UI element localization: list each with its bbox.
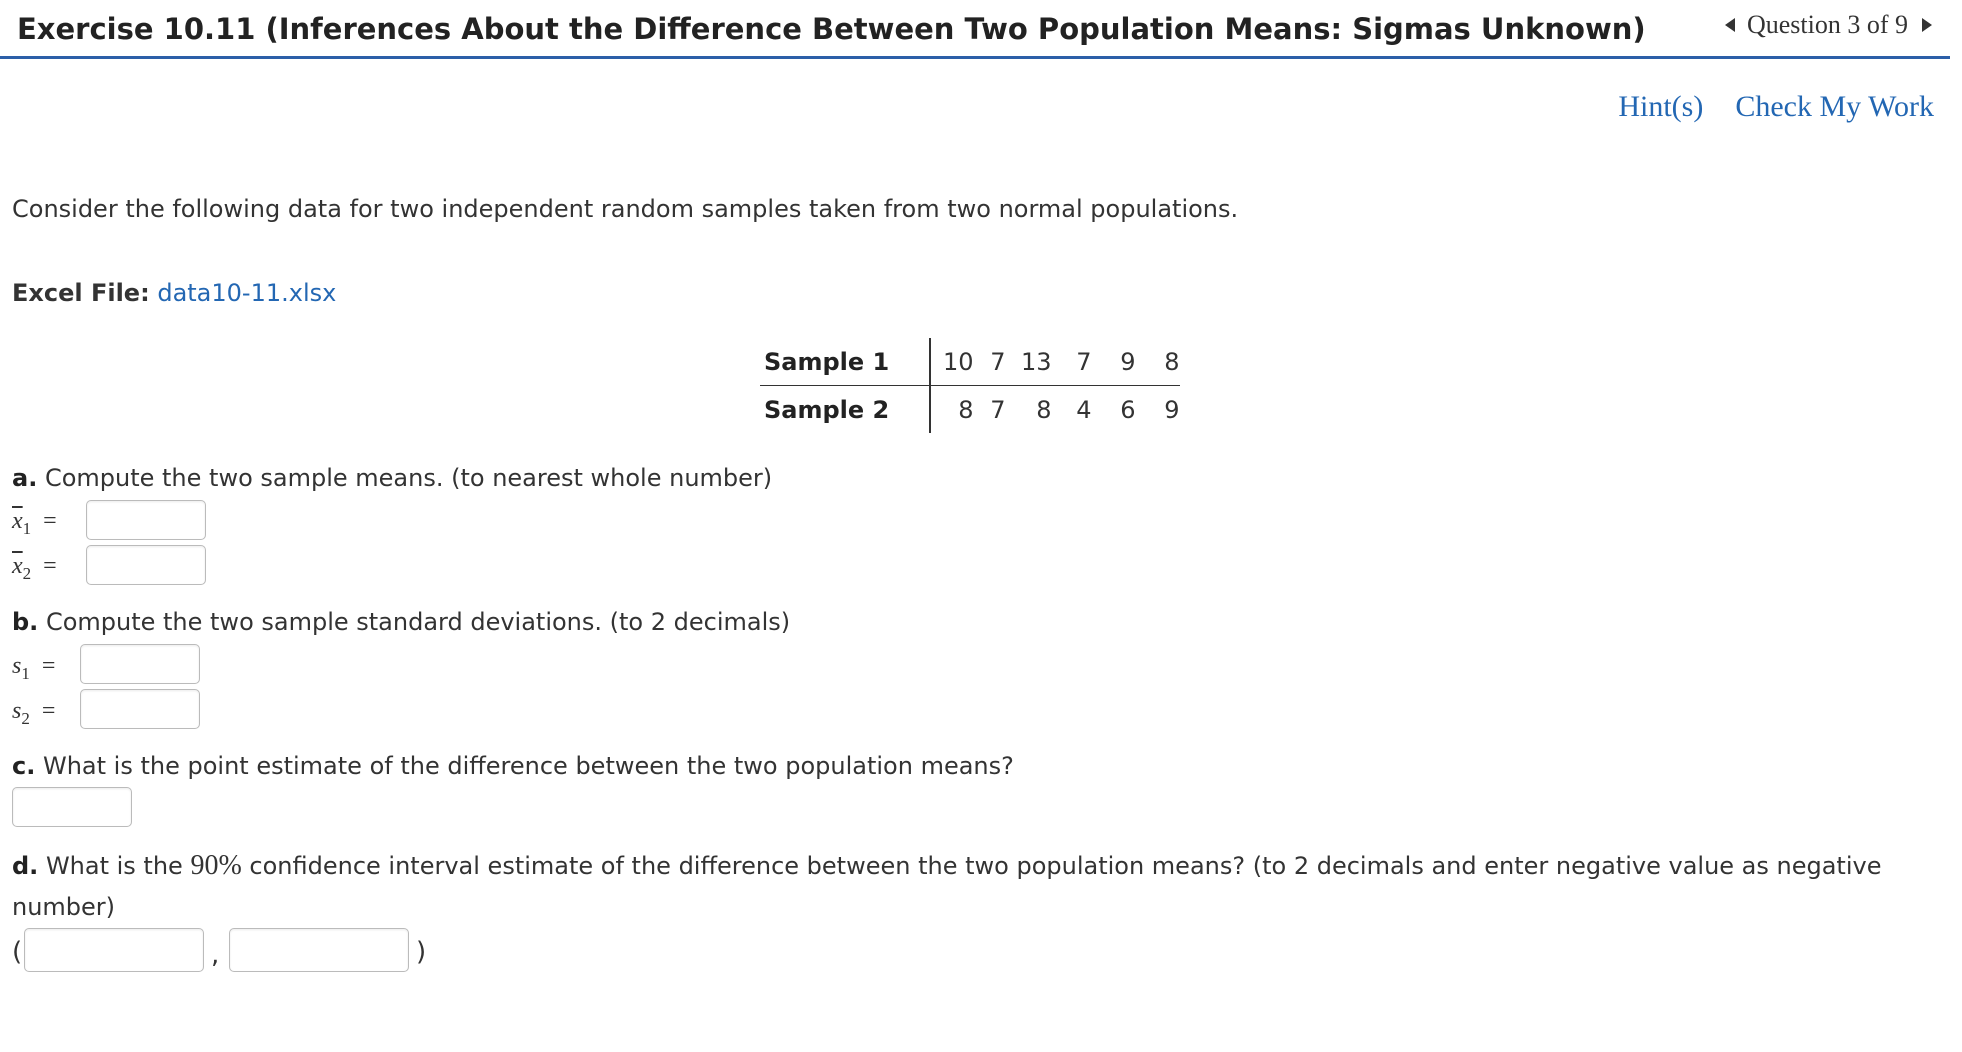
question-nav <box>1725 10 1932 40</box>
table-row <box>760 338 1180 386</box>
confidence-percent: 90% <box>190 850 242 881</box>
table-cell: 4 <box>1076 395 1092 424</box>
part-d-question <box>12 850 1881 882</box>
check-my-work-link[interactable]: Check My Work <box>1735 90 1934 123</box>
part-c-text: What is the point estimate of the difference between the two population means? <box>42 752 1014 780</box>
part-b-letter: b. <box>12 608 39 636</box>
sample-data-table <box>760 338 1180 433</box>
part-d-question-line2: number) <box>12 893 116 921</box>
xbar2-label: $\overline{x}_2$ = <box>12 553 57 583</box>
table-cell: 9 <box>1164 395 1180 424</box>
interval-upper-input[interactable] <box>229 928 409 972</box>
table-cell: 8 <box>1036 395 1052 424</box>
excel-file-label: Excel File: <box>12 279 150 307</box>
xbar1-label: $\overline{x}_1$ = <box>12 508 57 538</box>
point-estimate-input[interactable] <box>12 787 132 827</box>
table-cell: 7 <box>990 395 1006 424</box>
part-a-letter: a. <box>12 464 38 492</box>
s2-input[interactable] <box>80 689 200 729</box>
part-a-text: Compute the two sample means. (to nearest whole number) <box>44 464 773 492</box>
page-title: Exercise 10.11 (Inferences About the Difference Between Two Population Means: Sigmas Unknown) <box>17 12 1646 46</box>
header-bar <box>0 0 1950 59</box>
part-d-text-before: What is the <box>45 852 183 880</box>
table-cell: 10 <box>930 338 974 386</box>
help-links <box>1618 90 1934 124</box>
sample-2-label: Sample 2 <box>760 386 930 434</box>
s1-input[interactable] <box>80 644 200 684</box>
part-d-letter: d. <box>12 852 39 880</box>
table-row <box>760 386 1180 434</box>
table-cell: 7 <box>1052 338 1092 386</box>
hints-link[interactable]: Hint(s) <box>1618 90 1704 123</box>
next-question-icon[interactable] <box>1922 18 1932 32</box>
s1-label: $s_1$ = <box>12 653 56 683</box>
table-cell: 13 <box>1006 338 1052 386</box>
question-counter: Question 3 of 9 <box>1746 10 1908 39</box>
table-cell: 6 <box>1120 395 1136 424</box>
interval-lower-input[interactable] <box>24 928 204 972</box>
part-c-letter: c. <box>12 752 36 780</box>
table-cell: 8 <box>1136 338 1180 386</box>
comma: , <box>211 940 220 970</box>
table-cell: 9 <box>1092 338 1136 386</box>
part-d-text-after: confidence interval estimate of the difference between the two population means? (to 2 decimals and enter negative value as negative <box>249 852 1882 880</box>
xbar2-input[interactable] <box>86 545 206 585</box>
table-cell: 8 <box>958 395 974 424</box>
s2-label: $s_2$ = <box>12 698 56 728</box>
part-b-text: Compute the two sample standard deviations. (to 2 decimals) <box>45 608 791 636</box>
excel-file-link[interactable]: data10-11.xlsx <box>157 279 337 307</box>
part-a-question <box>12 464 772 492</box>
problem-prompt: Consider the following data for two independent random samples taken from two normal populations. <box>12 195 1239 223</box>
sample-1-label: Sample 1 <box>760 338 930 386</box>
part-c-question <box>12 752 1014 780</box>
open-paren: ( <box>12 937 23 967</box>
part-b-question <box>12 608 790 636</box>
table-cell: 7 <box>974 338 1006 386</box>
excel-file-line <box>12 279 336 307</box>
xbar1-input[interactable] <box>86 500 206 540</box>
previous-question-icon[interactable] <box>1725 18 1735 32</box>
close-paren: ) <box>416 937 427 967</box>
